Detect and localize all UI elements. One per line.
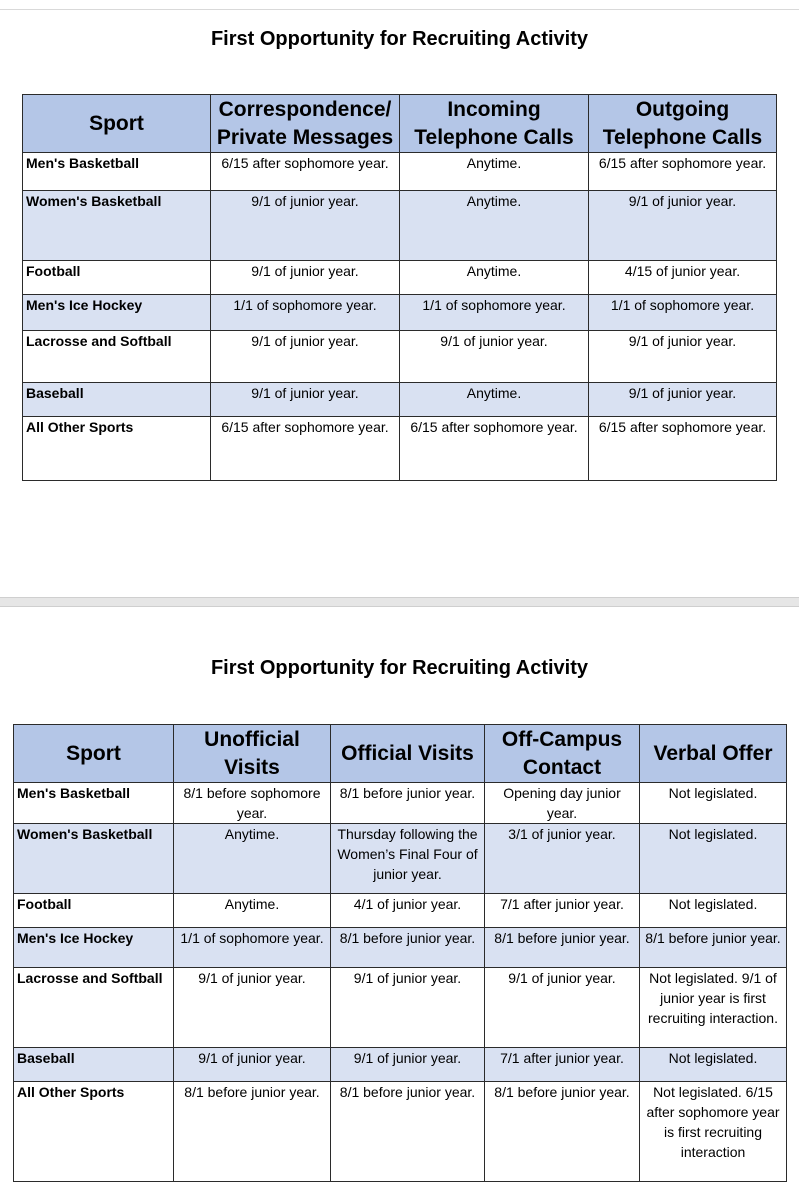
column-header: Sport <box>23 95 211 153</box>
sport-cell: Baseball <box>23 383 211 417</box>
page2-title: First Opportunity for Recruiting Activity <box>210 657 589 679</box>
value-cell: 8/1 before junior year. <box>331 928 485 968</box>
value-cell: Not legislated. 6/15 after sophomore year is first recruiting interaction <box>640 1082 787 1182</box>
value-cell: Thursday following the Women’s Final Four of junior year. <box>331 824 485 894</box>
value-cell: 8/1 before junior year. <box>640 928 787 968</box>
sport-cell: Lacrosse and Softball <box>14 968 174 1048</box>
table-row <box>14 968 787 1048</box>
value-cell: 9/1 of junior year. <box>400 331 589 383</box>
value-cell: Anytime. <box>400 191 589 261</box>
table-row <box>23 383 777 417</box>
value-cell: Anytime. <box>400 261 589 295</box>
page-top-edge <box>0 0 799 10</box>
value-cell: 7/1 after junior year. <box>485 894 640 928</box>
recruiting-table-visits <box>13 724 787 1182</box>
value-cell: 4/1 of junior year. <box>331 894 485 928</box>
table-header-row <box>23 95 777 153</box>
value-cell: Not legislated. <box>640 783 787 824</box>
table-row <box>23 153 777 191</box>
value-cell: Anytime. <box>174 824 331 894</box>
value-cell: 8/1 before junior year. <box>174 1082 331 1182</box>
column-header: Unofficial Visits <box>174 725 331 783</box>
column-header: Incoming Telephone Calls <box>400 95 589 153</box>
table-row <box>14 1082 787 1182</box>
value-cell: 9/1 of junior year. <box>589 331 777 383</box>
value-cell: 9/1 of junior year. <box>211 331 400 383</box>
table-row <box>14 894 787 928</box>
column-header: Outgoing Telephone Calls <box>589 95 777 153</box>
value-cell: 7/1 after junior year. <box>485 1048 640 1082</box>
value-cell: Not legislated. <box>640 894 787 928</box>
value-cell: Opening day junior year. <box>485 783 640 824</box>
value-cell: 9/1 of junior year. <box>211 383 400 417</box>
table-row <box>23 331 777 383</box>
value-cell: 9/1 of junior year. <box>331 968 485 1048</box>
sport-cell: Women's Basketball <box>23 191 211 261</box>
sport-cell: Women's Basketball <box>14 824 174 894</box>
value-cell: 8/1 before junior year. <box>485 928 640 968</box>
table-row <box>14 1048 787 1082</box>
value-cell: 9/1 of junior year. <box>331 1048 485 1082</box>
sport-cell: All Other Sports <box>14 1082 174 1182</box>
sport-cell: Men's Basketball <box>23 153 211 191</box>
value-cell: Not legislated. <box>640 824 787 894</box>
recruiting-table-communications <box>22 94 777 481</box>
value-cell: 9/1 of junior year. <box>211 191 400 261</box>
table-row <box>23 295 777 331</box>
sport-cell: Men's Ice Hockey <box>23 295 211 331</box>
column-header: Sport <box>14 725 174 783</box>
value-cell: 9/1 of junior year. <box>485 968 640 1048</box>
value-cell: 9/1 of junior year. <box>211 261 400 295</box>
sport-cell: Men's Ice Hockey <box>14 928 174 968</box>
table-row <box>14 783 787 824</box>
value-cell: Not legislated. 9/1 of junior year is first recruiting interaction. <box>640 968 787 1048</box>
value-cell: Anytime. <box>174 894 331 928</box>
table-row <box>23 191 777 261</box>
value-cell: 9/1 of junior year. <box>174 968 331 1048</box>
value-cell: 1/1 of sophomore year. <box>211 295 400 331</box>
page1-title: First Opportunity for Recruiting Activity <box>210 28 589 50</box>
value-cell: 6/15 after sophomore year. <box>211 417 400 481</box>
value-cell: 4/15 of junior year. <box>589 261 777 295</box>
column-header: Official Visits <box>331 725 485 783</box>
sport-cell: Football <box>14 894 174 928</box>
sport-cell: Football <box>23 261 211 295</box>
value-cell: 9/1 of junior year. <box>589 383 777 417</box>
page-separator <box>0 597 799 607</box>
column-header: Correspondence/ Private Messages <box>211 95 400 153</box>
table-row <box>23 417 777 481</box>
table-row <box>14 824 787 894</box>
value-cell: 6/15 after sophomore year. <box>400 417 589 481</box>
column-header: Verbal Offer <box>640 725 787 783</box>
value-cell: 1/1 of sophomore year. <box>400 295 589 331</box>
column-header: Off-Campus Contact <box>485 725 640 783</box>
value-cell: 9/1 of junior year. <box>174 1048 331 1082</box>
sport-cell: Men's Basketball <box>14 783 174 824</box>
value-cell: 1/1 of sophomore year. <box>589 295 777 331</box>
table-row <box>23 261 777 295</box>
value-cell: 6/15 after sophomore year. <box>589 153 777 191</box>
table-row <box>14 928 787 968</box>
value-cell: Anytime. <box>400 383 589 417</box>
sport-cell: All Other Sports <box>23 417 211 481</box>
value-cell: 8/1 before junior year. <box>331 783 485 824</box>
value-cell: 6/15 after sophomore year. <box>589 417 777 481</box>
value-cell: 1/1 of sophomore year. <box>174 928 331 968</box>
value-cell: 9/1 of junior year. <box>589 191 777 261</box>
value-cell: 8/1 before junior year. <box>485 1082 640 1182</box>
table-header-row <box>14 725 787 783</box>
value-cell: 8/1 before junior year. <box>331 1082 485 1182</box>
sport-cell: Baseball <box>14 1048 174 1082</box>
value-cell: 8/1 before sophomore year. <box>174 783 331 824</box>
value-cell: 3/1 of junior year. <box>485 824 640 894</box>
sport-cell: Lacrosse and Softball <box>23 331 211 383</box>
value-cell: Anytime. <box>400 153 589 191</box>
value-cell: Not legislated. <box>640 1048 787 1082</box>
value-cell: 6/15 after sophomore year. <box>211 153 400 191</box>
